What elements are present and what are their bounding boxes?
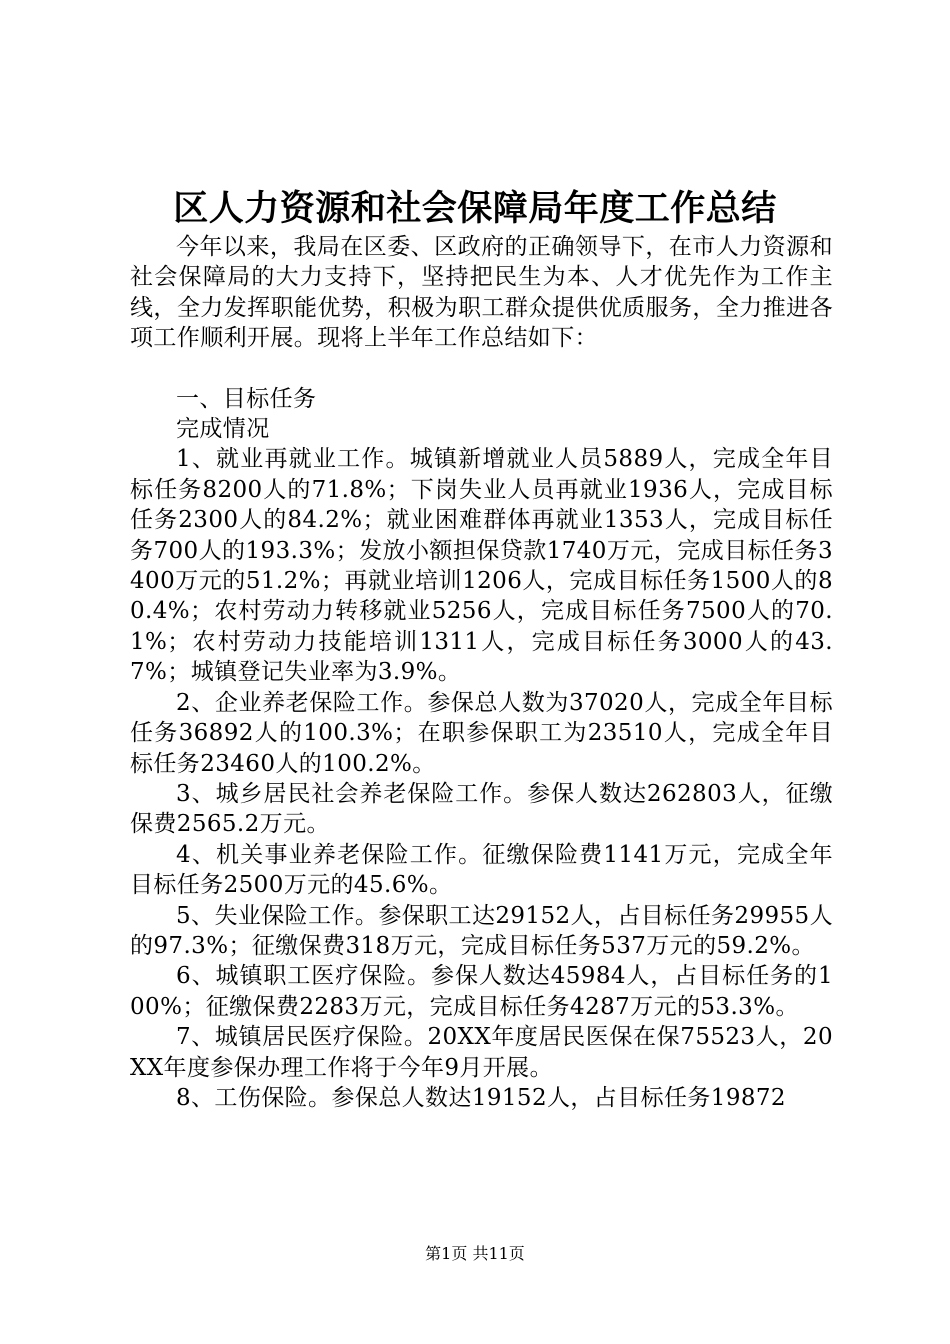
intro-paragraph: 今年以来，我局在区委、区政府的正确领导下，在市人力资源和社会保障局的大力支持下，坚持把民生为本、人才优先作为工作主线，全力发挥职能优势，积极为职工群众提供优质服务，全力推进各项工作顺利开展。现将上半年工作总结如下： xyxy=(130,234,833,352)
item-resident-medical-insurance: 7、城镇居民医疗保险。20XX年度居民医保在保75523人，20XX年度参保办理工作将于今年9月开展。 xyxy=(130,1024,833,1081)
item-work-injury-insurance: 8、工伤保险。参保总人数达19152人，占目标任务19872 xyxy=(176,1084,786,1111)
item-institution-pension: 4、机关事业养老保险工作。征缴保险费1141万元，完成全年目标任务2500万元的45.6%。 xyxy=(130,841,833,899)
page-footer: 第1页 共11页 xyxy=(425,1244,525,1263)
item-unemployment-insurance: 5、失业保险工作。参保职工达29152人，占目标任务29955人的97.3%；征缴保费318万元，完成目标任务537万元的59.2%。 xyxy=(130,902,833,959)
document-title: 区人力资源和社会保障局年度工作总结 xyxy=(173,188,777,229)
item-residents-pension: 3、城乡居民社会养老保险工作。参保人数达262803人，征缴保费2565.2万元。 xyxy=(130,780,833,838)
section-heading: 一、目标任务 xyxy=(176,385,317,412)
item-employee-medical-insurance: 6、城镇职工医疗保险。参保人数达45984人，占目标任务的100%；征缴保费2283万元，完成目标任务4287万元的53.3%。 xyxy=(130,963,833,1020)
item-enterprise-pension: 2、企业养老保险工作。参保总人数为37020人，完成全年目标任务36892人的100.3%；在职参保职工为23510人，完成全年目标任务23460人的100.2%。 xyxy=(130,689,833,777)
sub-heading: 完成情况 xyxy=(176,416,270,443)
item-employment: 1、就业再就业工作。城镇新增就业人员5889人，完成全年目标任务8200人的71.8%；下岗失业人员再就业1936人，完成目标任务2300人的84.2%；就业困难群体再就业1353人，完成目标任务700人的193.3%；发放小额担保贷款1740万元，完成目标任务3400万元的51.2%；再就业培训1206人，完成目标任务1500人的80.4%；农村劳动力转移就业5256人，完成目标任务7500人的70.1%；农村劳动力技能培训1311人，完成目标任务3000人的43.7%；城镇登记失业率为3.9%。 xyxy=(130,446,833,686)
document-body xyxy=(130,232,833,1113)
